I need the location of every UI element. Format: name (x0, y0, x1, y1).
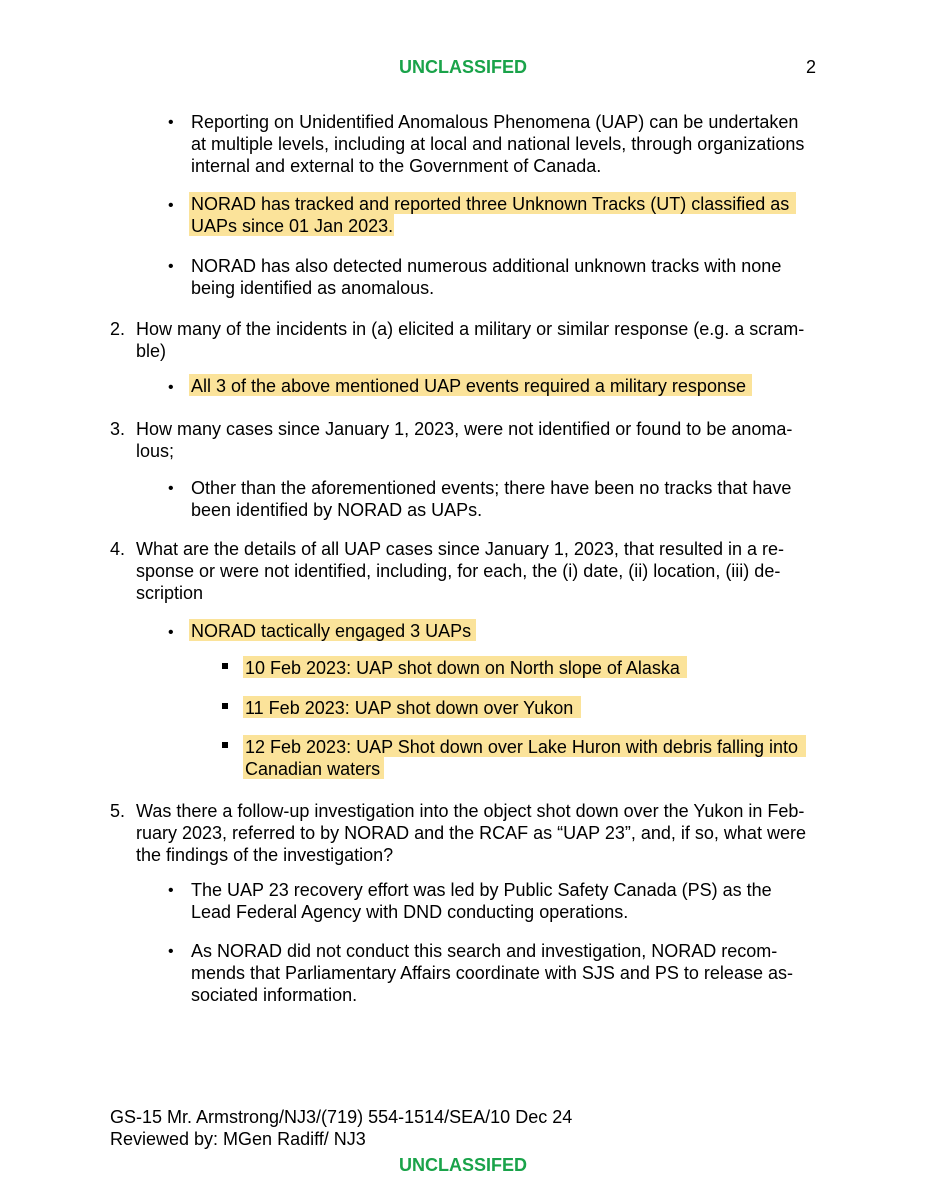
square-bullet-icon (222, 742, 228, 748)
bullet-1-line-3: internal and external to the Government of Canada. (191, 156, 602, 176)
sub-bullet-3-line-1: 12 Feb 2023: UAP Shot down over Lake Huron with debris falling into (245, 737, 798, 757)
question-5-number: 5. (110, 801, 126, 821)
question-4-line-3: scription (136, 583, 204, 603)
header-classification: UNCLASSIFED (399, 57, 528, 77)
sub-bullet-2: 11 Feb 2023: UAP shot down over Yukon (245, 698, 574, 718)
bullet-3-line-2: being identified as anomalous. (191, 278, 435, 298)
bullet-1-line-2: at multiple levels, including at local and national levels, through organizations (191, 134, 805, 154)
question-5-answer-1-line-1: The UAP 23 recovery effort was led by Public Safety Canada (PS) as the (191, 880, 772, 900)
question-2-line-2: ble) (136, 341, 167, 361)
bullet-1-line-1: Reporting on Unidentified Anomalous Phenomena (UAP) can be undertaken (191, 112, 799, 132)
question-5-line-2: ruary 2023, referred to by NORAD and the RCAF as “UAP 23”, and, if so, what were (136, 823, 806, 843)
bullet-icon: • (168, 379, 174, 396)
question-5-answer-1-line-2: Lead Federal Agency with DND conducting operations. (191, 902, 629, 922)
question-4-answer: NORAD tactically engaged 3 UAPs (191, 621, 472, 641)
question-3-answer-line-2: been identified by NORAD as UAPs. (191, 500, 483, 520)
bullet-icon: • (168, 624, 174, 641)
question-5-answer-2-line-2: mends that Parliamentary Affairs coordinate with SJS and PS to release as- (191, 963, 793, 983)
question-3-number: 3. (110, 419, 126, 439)
bullet-icon: • (168, 480, 174, 497)
question-4-line-2: sponse or were not identified, including, for each, the (i) date, (ii) location, (iii) de- (136, 561, 781, 581)
bullet-2-line-1: NORAD has tracked and reported three Unknown Tracks (UT) classified as (191, 194, 790, 214)
question-2-line-1: How many of the incidents in (a) elicited a military or similar response (e.g. a scram- (136, 319, 805, 339)
question-5-line-1: Was there a follow-up investigation into the object shot down over the Yukon in Feb- (136, 801, 805, 821)
bullet-3-line-1: NORAD has also detected numerous additional unknown tracks with none (191, 256, 782, 276)
square-bullet-icon (222, 703, 228, 709)
sub-bullet-1: 10 Feb 2023: UAP shot down on North slope of Alaska (245, 658, 680, 678)
page-number: 2 (806, 57, 817, 77)
question-3-line-2: lous; (136, 441, 175, 461)
bullet-2-line-2: UAPs since 01 Jan 2023. (191, 216, 394, 236)
question-3-answer-line-1: Other than the aforementioned events; there have been no tracks that have (191, 478, 792, 498)
question-2-answer: All 3 of the above mentioned UAP events required a military response (191, 376, 746, 396)
question-2-number: 2. (110, 319, 126, 339)
footer-reviewed: Reviewed by: MGen Radiff/ NJ3 (110, 1129, 366, 1149)
bullet-icon: • (168, 943, 174, 960)
bullet-icon: • (168, 882, 174, 899)
bullet-icon: • (168, 114, 174, 131)
question-5-answer-2-line-3: sociated information. (191, 985, 358, 1005)
square-bullet-icon (222, 663, 228, 669)
question-4-number: 4. (110, 539, 126, 559)
footer-author: GS-15 Mr. Armstrong/NJ3/(719) 554-1514/SEA/10 Dec 24 (110, 1107, 573, 1127)
bullet-icon: • (168, 197, 174, 214)
footer-classification: UNCLASSIFED (399, 1155, 528, 1175)
bullet-icon: • (168, 258, 174, 275)
question-5-answer-2-line-1: As NORAD did not conduct this search and investigation, NORAD recom- (191, 941, 778, 961)
question-5-line-3: the findings of the investigation? (136, 845, 394, 865)
question-3-line-1: How many cases since January 1, 2023, were not identified or found to be anoma- (136, 419, 793, 439)
sub-bullet-3-line-2: Canadian waters (245, 759, 381, 779)
question-4-line-1: What are the details of all UAP cases since January 1, 2023, that resulted in a re- (136, 539, 785, 559)
